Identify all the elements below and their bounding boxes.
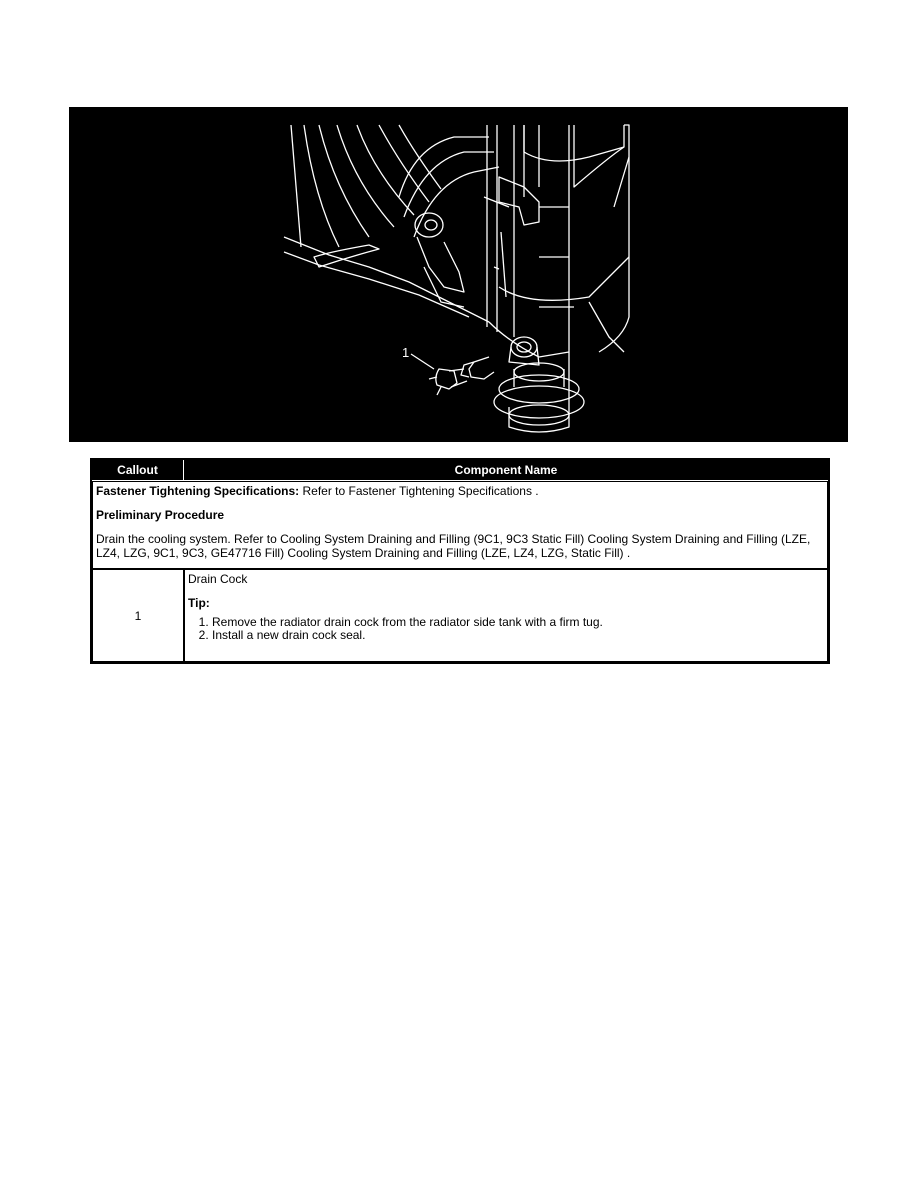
tip-label: Tip: — [188, 596, 210, 610]
preliminary-text: Drain the cooling system. Refer to Cooling System Draining and Filling (9C1, 9C3 Static Fill) Cooling System Draining and Filling (LZE, LZ4, LZG, 9C1, 9C3, GE47716 Fill) Cooling System Draining and Filling (LZE, LZ4, LZG, Static Fill) . — [96, 532, 811, 560]
row-callout: 1 — [92, 569, 184, 662]
figure-callout-label: 1 — [402, 345, 410, 360]
row-component-cell — [184, 569, 828, 662]
list-item: 1. Remove the radiator drain cock from the radiator side tank with a firm tug. — [212, 616, 824, 629]
component-table — [90, 458, 830, 664]
component-name: Drain Cock — [188, 572, 248, 586]
radiator-drain-cock-illustration — [69, 107, 848, 442]
fastener-label: Fastener Tightening Specifications: — [96, 484, 300, 498]
tip-steps — [188, 616, 824, 642]
list-item: 2. Install a new drain cock seal. — [212, 629, 824, 642]
fastener-spec-line — [96, 484, 824, 498]
table-row — [92, 569, 828, 662]
preliminary-heading: Preliminary Procedure — [96, 508, 225, 522]
callout-header: Callout — [92, 460, 184, 481]
general-info-cell — [92, 481, 828, 569]
illustration-drawing — [69, 107, 848, 442]
fastener-text: Refer to Fastener Tightening Specifications . — [299, 484, 539, 498]
component-name-header: Component Name — [184, 460, 828, 481]
